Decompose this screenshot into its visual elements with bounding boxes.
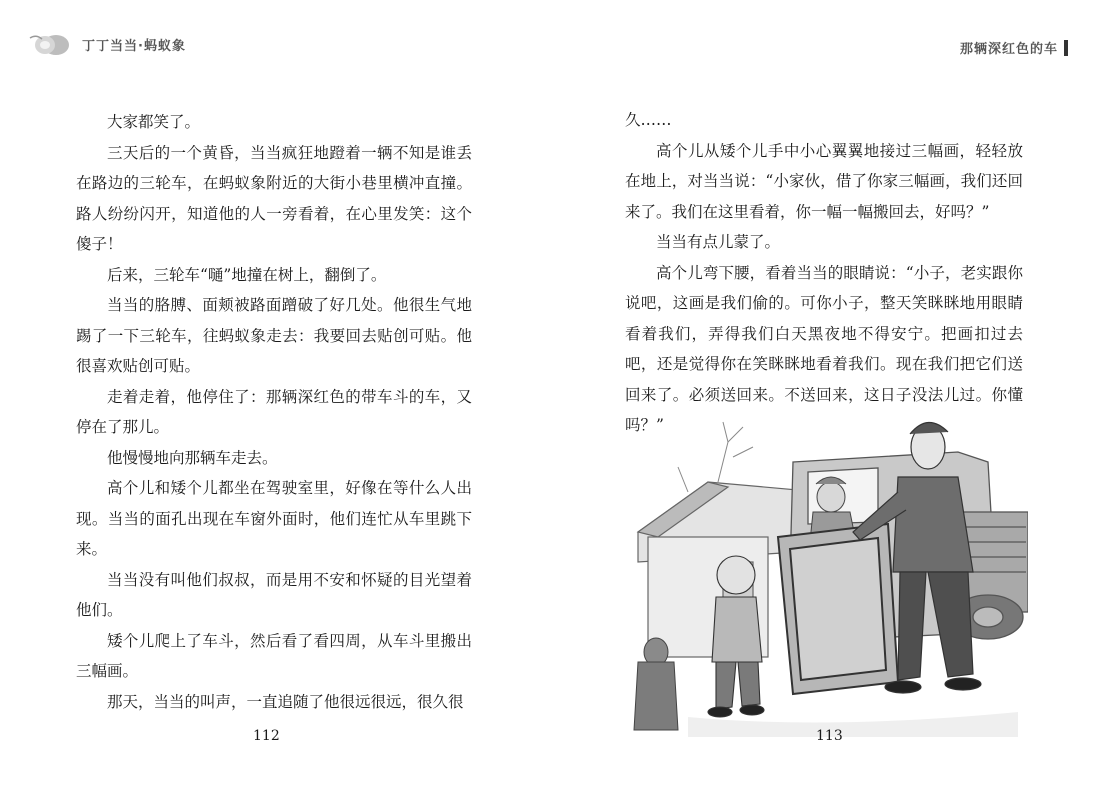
paragraph: 久…… xyxy=(625,111,672,129)
painting-frame xyxy=(778,524,898,694)
paragraph: 他慢慢地向那辆车走去。 xyxy=(107,448,278,467)
paragraph: 高个儿和矮个儿都坐在驾驶室里，好像在等什么人出现。当当的面孔出现在车窗外面时，他们连忙从车里跳下来。 xyxy=(76,479,472,558)
left-running-header xyxy=(28,30,186,58)
series-title: 丁丁当当·蚂蚁象 xyxy=(82,38,186,54)
right-page xyxy=(548,0,1096,786)
gourd-logo-icon xyxy=(28,30,74,58)
page-number-right: 113 xyxy=(816,728,843,744)
header-bar-mark xyxy=(1064,40,1068,56)
paragraph: 大家都笑了。 xyxy=(107,113,201,131)
ground-shadow xyxy=(688,712,1018,737)
chapter-title: 那辆深红色的车 xyxy=(959,42,1058,57)
paragraph: 高个儿弯下腰，看着当当的眼睛说：“小子，老实跟你说吧，这画是我们偷的。可你小子，整天笑眯眯地用眼睛看着我们，弄得我们白天黑夜地不得安宁。把画扣过去吧，还是觉得你在笑眯眯地看着我们。现在我们把它们送回来了。必须送回来。不送回来，这日子没法儿过。你懂吗？” xyxy=(625,263,1023,434)
paragraph: 当当有点儿蒙了。 xyxy=(656,233,781,251)
paragraph: 当当没有叫他们叔叔，而是用不安和怀疑的目光望着他们。 xyxy=(76,570,472,619)
left-body-text xyxy=(76,107,472,717)
paragraph: 矮个儿爬上了车斗，然后看了看四周，从车斗里搬出三幅画。 xyxy=(76,631,472,680)
paragraph: 那天，当当的叫声，一直追随了他很远很远，很久很 xyxy=(107,692,464,711)
paragraph: 高个儿从矮个儿手中小心翼翼地接过三幅画，轻轻放在地上，对当当说：“小家伙，借了你家三幅画，我们还回来了。我们在这里看着，你一幅一幅搬回去，好吗？” xyxy=(625,141,1023,221)
paragraph: 后来，三轮车“嗵”地撞在树上，翻倒了。 xyxy=(107,265,387,284)
page-number-left: 112 xyxy=(253,728,280,744)
story-illustration xyxy=(628,412,1028,737)
tree-branches xyxy=(678,422,753,492)
paragraph: 走着走着，他停住了：那辆深红色的带车斗的车，又停在了那儿。 xyxy=(76,387,472,436)
right-running-header xyxy=(960,38,1068,57)
paragraph: 三天后的一个黄昏，当当疯狂地蹬着一辆不知是谁丢在路边的三轮车，在蚂蚁象附近的大街小巷里横冲直撞。路人纷纷闪开，知道他的人一旁看着，在心里发笑：这个傻子！ xyxy=(76,143,472,253)
paragraph: 当当的胳膊、面颊被路面蹭破了好几处。他很生气地踢了一下三轮车，往蚂蚁象走去：我要回去贴创可贴。他很喜欢贴创可贴。 xyxy=(76,296,472,375)
right-body-text xyxy=(625,105,1023,441)
